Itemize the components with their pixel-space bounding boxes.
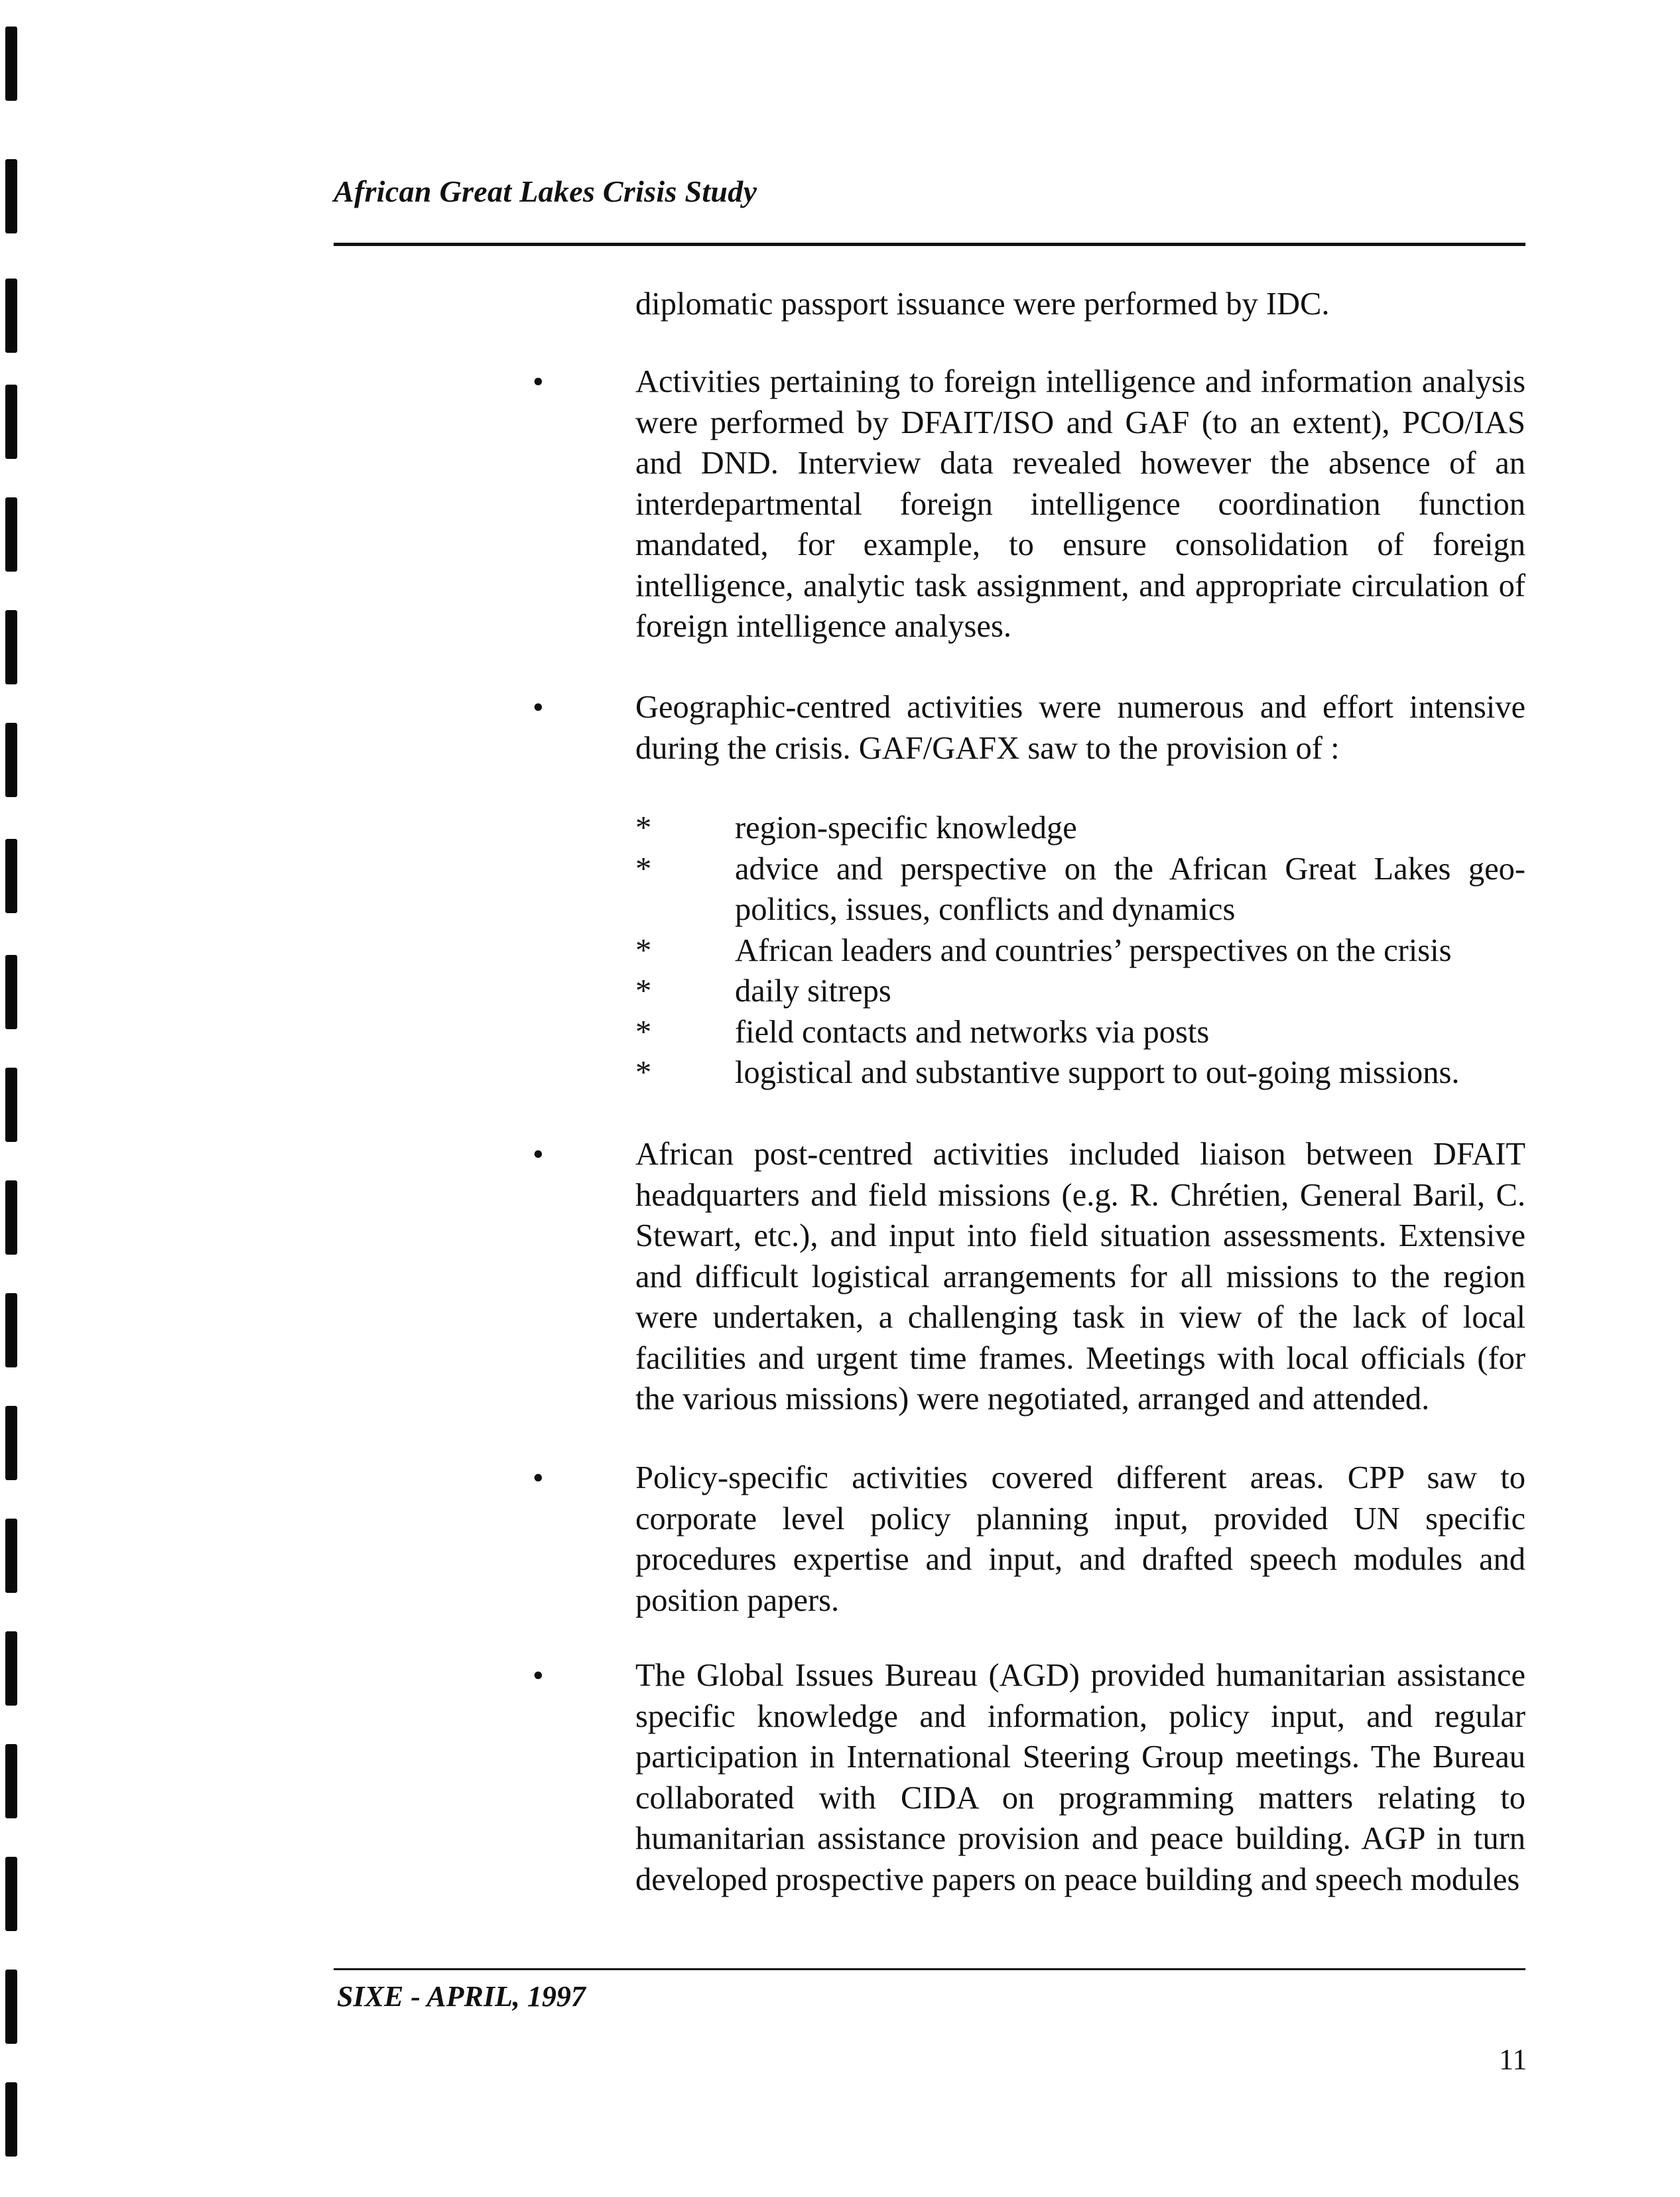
asterisk-marker: *	[635, 973, 652, 1009]
binder-mark	[5, 1519, 17, 1593]
binder-mark	[5, 159, 17, 233]
page-number: 11	[1499, 2043, 1527, 2076]
sub-item-text: daily sitreps	[735, 973, 891, 1009]
sub-item-text: African leaders and countries’ perspectives on the crisis	[735, 932, 1452, 968]
sub-item	[635, 971, 1525, 1012]
sub-item-text: field contacts and networks via posts	[735, 1014, 1210, 1050]
sub-item	[635, 930, 1525, 972]
binder-mark	[5, 27, 17, 101]
binder-mark	[5, 1857, 17, 1931]
sub-item	[635, 808, 1525, 849]
binder-mark	[5, 1068, 17, 1142]
sub-item-text: advice and perspective on the African Great Lakes geo-politics, issues, conflicts and dynamics	[735, 851, 1525, 927]
binder-mark	[5, 497, 17, 572]
bullet-paragraph-global-issues: The Global Issues Bureau (AGD) provided humanitarian assistance specific knowledge and information, policy input, and regular participation in International Steering Group meetings. The Bureau collaborated with CIDA on programming matters relating to humanitarian assistance provision and peace building. AGP in turn developed prospective papers on peace building and speech modules	[635, 1658, 1525, 1897]
asterisk-marker: *	[635, 851, 652, 887]
sub-item-text: logistical and substantive support to out-going missions.	[735, 1055, 1460, 1090]
footer-date: SIXE - APRIL, 1997	[337, 1980, 586, 2013]
binder-mark	[5, 1631, 17, 1706]
binder-hole-marks	[0, 0, 27, 2197]
sub-item	[635, 1012, 1525, 1053]
binder-mark	[5, 723, 17, 797]
sub-item	[635, 1052, 1525, 1094]
asterisk-marker: *	[635, 1055, 652, 1090]
provision-sublist	[635, 808, 1525, 1094]
sub-item	[635, 849, 1525, 930]
bullet-marker: •	[533, 1460, 544, 1495]
binder-mark	[5, 1180, 17, 1255]
bullet-paragraph-post-centred: African post-centred activities included liaison between DFAIT headquarters and field missions (e.g. R. Chrétien, General Baril, C. Stewart, etc.), and input into field situation assessments. Extensive and difficult logistical arrangements for all missions to the region were undertaken, a challenging task in view of the lack of local facilities and urgent time frames. Meetings with local officials (for the various missions) were negotiated, arranged and attended.	[635, 1137, 1525, 1416]
binder-mark	[5, 955, 17, 1029]
binder-mark	[5, 610, 17, 684]
sub-item-text: region-specific knowledge	[735, 810, 1077, 846]
asterisk-marker: *	[635, 932, 652, 968]
bullet-paragraph-geographic: Geographic-centred activities were numerous and effort intensive during the crisis. GAF/GAFX saw to the provision of :	[635, 690, 1525, 766]
continuation-paragraph: diplomatic passport issuance were performed by IDC.	[635, 286, 1330, 322]
running-header: African Great Lakes Crisis Study	[334, 174, 757, 208]
binder-mark	[5, 1293, 17, 1367]
bullet-paragraph-intelligence: Activities pertaining to foreign intelligence and information analysis were performed by DFAIT/ISO and GAF (to an extent), PCO/IAS and DND. Interview data revealed however the absence of an interdepartmental foreign intelligence coordination function mandated, for example, to ensure consolidation of foreign intelligence, analytic task assignment, and appropriate circulation of foreign intelligence analyses.	[635, 364, 1525, 644]
asterisk-marker: *	[635, 810, 652, 846]
bullet-marker: •	[533, 364, 544, 399]
header-rule	[334, 243, 1525, 246]
binder-mark	[5, 385, 17, 459]
binder-mark	[5, 279, 17, 353]
bullet-marker: •	[533, 690, 544, 725]
bullet-marker: •	[533, 1658, 544, 1693]
binder-mark	[5, 1406, 17, 1480]
binder-mark	[5, 839, 17, 913]
asterisk-marker: *	[635, 1014, 652, 1050]
bullet-marker: •	[533, 1137, 544, 1172]
binder-mark	[5, 1744, 17, 1818]
bullet-paragraph-policy: Policy-specific activities covered different areas. CPP saw to corporate level policy planning input, provided UN specific procedures expertise and input, and drafted speech modules and position papers.	[635, 1460, 1525, 1618]
footer-rule	[334, 1968, 1525, 1970]
binder-mark	[5, 2082, 17, 2157]
binder-mark	[5, 1970, 17, 2044]
